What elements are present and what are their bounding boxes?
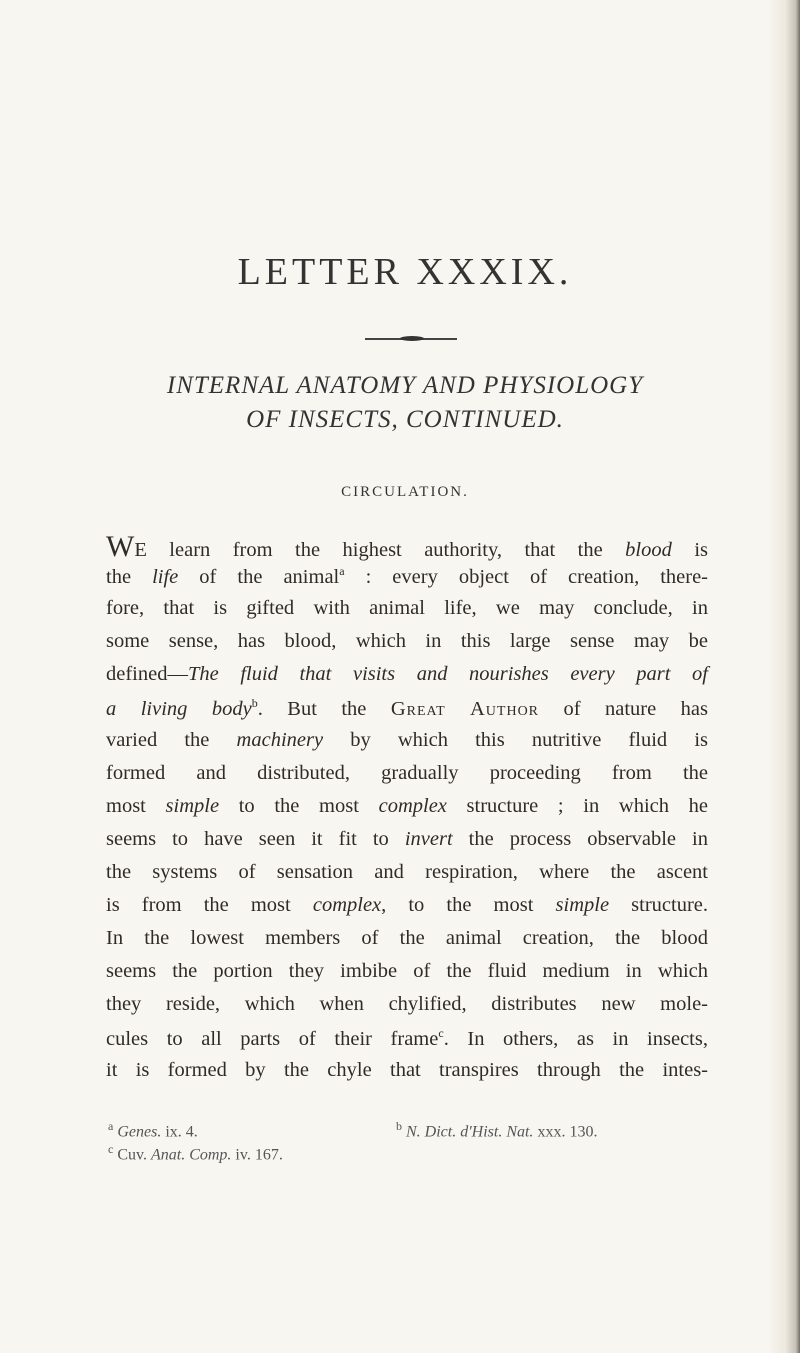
body-line-11: the systems of sensation and respiration, where the ascent (106, 861, 708, 883)
body-line-17: it is formed by the chyle that transpires through the intes- (106, 1059, 708, 1081)
ornamental-rule-center (400, 336, 424, 341)
body-line-14: seems the portion they imbibe of the fluid medium in which (106, 960, 708, 982)
body-line-16: cules to all parts of their frame$^c$. In others, as in insects, (106, 1026, 708, 1050)
footnote-c: $^c$ Cuv. Anat. Comp. iv. 167. (108, 1142, 283, 1164)
body-line-4: some sense, has blood, which in this large sense may be (106, 630, 708, 652)
subtitle-line-1: INTERNAL ANATOMY AND PHYSIOLOGY (166, 372, 644, 399)
body-line-7: varied the machinery by which this nutritive fluid is (106, 729, 708, 751)
drop-cap: W (106, 530, 135, 563)
section-title: CIRCULATION. (341, 484, 469, 500)
footnote-ref-a: a (339, 564, 345, 578)
letter-heading: LETTER XXXIX. (237, 251, 573, 293)
footnote-ref-b: b (251, 696, 258, 710)
body-line-10: seems to have seen it fit to invert the process observable in (106, 828, 708, 850)
body-line-3: fore, that is gifted with animal life, we may conclude, in (106, 597, 708, 619)
footnote-ref-c: c (438, 1026, 444, 1040)
body-line-15: they reside, which when chylified, distributes new mole- (106, 993, 708, 1015)
body-line-1: WE learn from the highest authority, that the blood is (106, 530, 708, 563)
body-line-13: In the lowest members of the animal creation, the blood (106, 927, 708, 949)
body-line-6: a living body$^b$. But the Great Author of nature has (106, 696, 708, 720)
body-line-5: defined—The fluid that visits and nourishes every part of (106, 663, 708, 685)
body-line-8: formed and distributed, gradually proceeding from the (106, 762, 708, 784)
body-line-9: most simple to the most complex structure ; in which he (106, 795, 709, 817)
footnote-a: $^a$ Genes. ix. 4. (108, 1119, 198, 1141)
body-line-2: the life of the animal$^a$ : every object of creation, there- (106, 564, 709, 588)
page-edge-shadow (786, 0, 800, 1353)
subtitle-line-2: OF INSECTS, CONTINUED. (246, 406, 564, 433)
footnote-b: $^b$ N. Dict. d'Hist. Nat. xxx. 130. (396, 1119, 598, 1141)
body-line-12: is from the most complex, to the most simple structure. (106, 894, 709, 916)
